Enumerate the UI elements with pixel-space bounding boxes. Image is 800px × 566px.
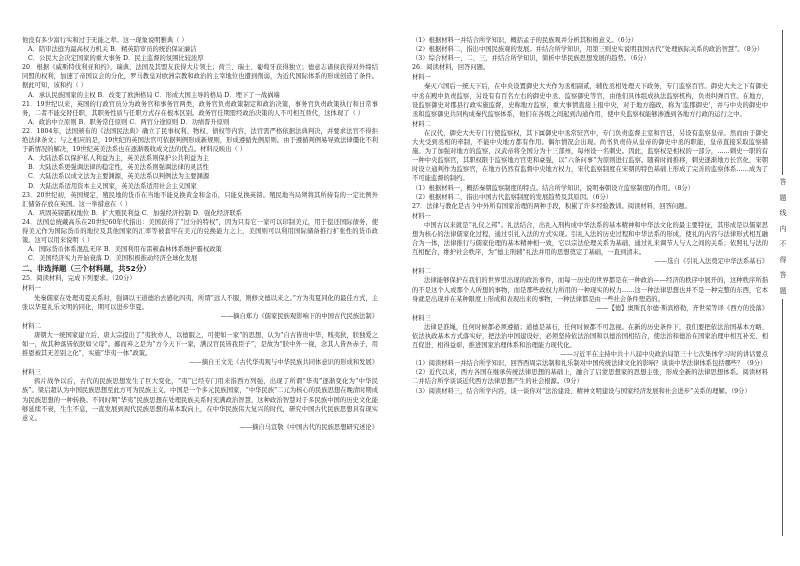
material-label: 材料一 xyxy=(412,74,431,82)
question-line: （3）综合材料一、二、三，并结合所学知识，简析中华民族思想发展的趋势。（6分） xyxy=(412,55,650,63)
material-source: ——选自《引礼入法奠定中华法系基石》 xyxy=(654,258,768,266)
question-line: 22．1804年，法国颁布的《法国民法典》确立了民事权利、物权、债权等内容，法官需严格依据法典判决，并要求法官不得拒绝法律条文；与之相应的是，19世纪的英国法官可依据判例形成新规则，形成遵循先例原则。由于遵循判例易导致法律僵化不利于新情况的解决，19世纪英美法系也在逐渐吸收成文法的优点。材料反映出（ ） xyxy=(22,127,378,154)
question-line: 20．根据《威斯特伐利亚和约》，瑞典、法国及其盟友获得大片领土；荷兰、瑞士、葡萄牙获得独立；德意志诸侯获得对外缔结同盟的权利，加速了帝国议会的分化，罗马教皇对欧洲宗教和政治的主宰地位也遭到削弱，为近代国际体系的形成创造了条件。据此可知，该和约（ ） xyxy=(22,64,378,90)
question-line: 26．阅读材料，回答问题。 xyxy=(412,64,490,72)
right-column xyxy=(412,36,768,396)
answer-option: C．大陆法系以成文法为主要渊源，英美法系以判例法为主要渊源 xyxy=(28,173,210,181)
material-label: 材料一 xyxy=(412,212,431,220)
material-paragraph: 中国古以来就是“礼仪之邦”。礼法结合，出礼入刑构成中华法系的基本精神和中华法文化的最主要特征，其形成是以儒家思想为核心的法律儒家化过程，通过引礼入法的方式实现。引礼入法的历史过程和中华法系的形成，使礼的内容与法律形式相互融合为一体，法律推行与儒家伦理的基本精神相一致，它以宗法伦理关系为基础，通过礼来调节人与人之间的关系；依照礼与法的互相配合，维护社会秩序，为“德主刑辅”礼法并用的思想奠定了基础，一直到清末。 xyxy=(412,221,768,257)
material-label: 材料一 xyxy=(22,285,41,293)
section-heading: 二、非选择题（三个材料题，共52分） xyxy=(22,264,151,274)
material-paragraph: 鸦片战争以后，古代的民族思想发生了巨大变化，“夷”已经专门用来指西方列强，出现了所谓“华夷”逐渐变化为“中华民族”。梁启超认为中国民族思想至此方可为民族主义，中国是一个多元民族国家，“中华民族”二元为核心的民族思想在晚清时期成为民族思想的一种转换。不同时期“华夷”民族思想在处理民族关系时充满政治智慧，这种政治智慧对于多民族中国的历史文化能够延续不衰，生生不息，一直发展到现代民族思想的基本取向上，在中华民族伟大复兴的时代，研究中国古代民族思想具有现实意义。 xyxy=(22,378,378,422)
question-line: （2）近代以来，西方各国在继承传统法律思想的基础上，融合了启蒙思想家的思想主张，形成全新的法律思想体系。阅读材料二并结合所学谈谈近代西方法律思想产生的社会根源。（9分） xyxy=(412,369,768,386)
answer-option: D．大陆法系适用资本主义国家，英美法系适用社会主义国家 xyxy=(28,182,197,190)
material-paragraph: 唐朝大一统国家建立后，唐太宗提出了“夷狄亦人，以德服之，可使如一家”的思想，认为“自古皆贵中华，贱夷狄，朕独爱之如一，故其种落皆依朕如父母”。鄙而弃之是为“方今天下一家，满汉官民皆我臣子”，是故为“朕中外一视，念其人皆吾赤子，用推恩被其无差别之化”，实施“华夷一体”政策。 xyxy=(22,331,378,358)
material-paragraph: 先秦儒家在处理夷夏关系时，强调以王道德治去感化四夷，所谓“远人不服，则修文德以来之。”方为夷夏同化的最佳方式，主张以华夏礼乐文明的同化，期可以进步华夏。 xyxy=(22,294,378,311)
material-paragraph: 在汉代，御史大夫专门行使监察权，其下属御史中丞常驻宫中，专门负责监督主室和宫廷，另设有监察皇帝。然而由于御史大夫受到丞相的牵制，不能中央地方都有作用。偶尔情况会出现。尚书负责侍从皇帝的御史中丞的职能，皇帝直接采取监察措施。为了加强对地方的监察，汉武帝将全国分为十三部州，每州设一名刺史。因此，监察权是相权的一部分，……刺史一职的有一种中央监察官，其职权限于监察地方官吏和豪强，以“六条问事”为原则进行监察。随着时间推移，刺史逐渐地方长官化，宋朝时设立通判作为监察官，在地方仍然有监督中央地方权力，宋代监察制度在宋朝的特色基础上形成了完善的监察体系……成为了不可能监督的制约。 xyxy=(412,129,768,183)
binding-char: 得 xyxy=(779,255,787,264)
material-source: ——摘自王文光《古代华夷观与中华民族共同体意识的形成和发展》 xyxy=(189,359,378,367)
question-line: 他没有多少富行实和过于无能之辈。这一现象说明雅典（ ） xyxy=(22,37,188,44)
answer-option: C．公民大会决定国家的重大事务 D．民主监督的氛围比较浓厚 xyxy=(28,55,204,63)
material-paragraph: 秦灭六国后一统天下后，在中央设置御史大夫作为丞相副贰，辅佐丞相处理天下政务，专门监察百官。御史大夫之下有御史中丞在殿中负责监察，另设有有百名左右的御史中丞、监察御史等官，由他们具体组成执法监察机构，负责纠弹百官。在地方，设监察御史对郡县行政实施监督，史称地方监察，重大事情直接上报中央，对于地方施政，称为‘监郡御史’，并与中央的御史中丞和监察御史共同构成秦代监察体系，他们在各级之间起到沟通作用，使中央监察权能够渗透到各地方行政的运行之中。 xyxy=(412,83,768,118)
question-line: （3）阅读材料三，结合所学内容，谈一谈你对“法治建设、精神文明建设与国家经济发展和社会进步”关系的理解。（9分） xyxy=(412,387,751,395)
material-source: ——习近平在主持中共十八届中央政治局第三十七次集体学习时的讲话要点 xyxy=(560,351,768,359)
question-line: 24．法国总统戴高乐在20世纪60年代指出：美国获得了“过分的特权”，因为只有它一家可以印制美元，用于偿还国际债务，使得美元作为国际货币的地位及其他国家的汇率等被套牢在美元的兑换能力之上，美国则可以利用国际储备推行扩张性的货币政策。这可以用来说明（ ） xyxy=(22,218,378,245)
material-label: 材料二 xyxy=(22,322,41,330)
answer-option: A．承认民族国家的主权 B．改变了欧洲格局 C．形成大国主导的格局 D．埋下了一战祸端 xyxy=(28,91,280,99)
binding-char: 内 xyxy=(779,224,787,233)
answer-option: B．大陆法系更强调法律的稳定性，英美法系则强调法律的灵活性 xyxy=(28,164,209,172)
binding-margin xyxy=(766,0,800,566)
question-line: （2）根据材料二，指出中国古代监察制度的发展趋势及其原因。（6分） xyxy=(412,193,613,201)
question-line: 23．20世纪初，英国规定，殖民地的货币在当地不能兑换黄金和金币，只能兑换英镑。殖民地当局须将其所持有的一定比例外汇储备存放在英国。这一举措意在（ ） xyxy=(22,191,378,208)
question-line: 27．法律与教化是古今中外所有国家治理的两种手段，积累了许多经验教训。阅读材料，回答问题。 xyxy=(412,202,691,210)
left-column xyxy=(22,36,378,432)
material-source: ——摘自郑力《儒家民族观影响下的中国古代民族法制》 xyxy=(220,312,378,320)
binding-char: 线 xyxy=(779,209,787,217)
binding-char: 题 xyxy=(779,286,787,295)
binding-char: 不 xyxy=(779,240,787,248)
material-source: ——【德】奥斯瓦尔德·斯宾格勒，齐世荣等译《西方的没落》 xyxy=(595,304,768,312)
question-line: 21．19世纪以来，英国的行政官员分为政务官和事务官两类，政务官负责政策制定和政治决策，事务官负责政策执行和日常事务，二者不能交替任职，其职务性质与任职方式存在根本区别。政务官任期需经政治决策的人不可相互替代，这体现了（ ） xyxy=(22,100,378,117)
answer-option: A．巩固英镑霸权地位 B．扩大殖民利益 C．加强经济控制 D．强化经济联系 xyxy=(28,209,242,217)
answer-option: A．大陆法系以保护私人利益为主，英美法系则保护公共利益为主 xyxy=(28,155,209,163)
answer-option: A．国际货币体系混乱无序 B．美国利用布雷顿森林体系维护霸权政策 xyxy=(28,246,222,254)
material-paragraph: 法律能够保护在我们的世界里出现的政治事件，而每一历史的世界都是在一种政治——经济的秩序中展开的，这种秩序所指的不是这个人或那个人所想的事物，而是那些政权力所用的一种现实的权力……这一种法律思想也并不是一种完整的东西，它本身就是出现并在某种限度上形成和表现出来的事物，一种法律都是由一些社会条件塑造的。 xyxy=(412,277,768,303)
question-line: 25．阅读材料，完成下列要求。（20分） xyxy=(22,275,136,283)
material-label: 材料三 xyxy=(412,314,431,322)
question-line: （1）根据材料一，概括秦朝监察制度的特点。结合所学知识，说明秦朝设立监察制度的作用。（8分） xyxy=(412,184,694,192)
answer-option: C．美国经济实力开始衰落 D．美国积极推动经济全球化发展 xyxy=(28,255,198,263)
material-label: 材料二 xyxy=(412,268,431,276)
material-source: ——摘自马宣敬《中国古代的民族思想研究述论》 xyxy=(239,423,378,431)
material-label: 材料二 xyxy=(412,120,431,128)
answer-option: A．政治中立原则 B．职务常任原则 C．两官分途原则 D．功绩晋升原则 xyxy=(28,118,230,126)
material-label: 材料三 xyxy=(22,369,41,377)
binding-warning-text xyxy=(777,175,789,299)
question-line: （2）根据材料二，指出中国民族观的发展。并结合所学知识，用第三则史实说明我国古代“处理族际关系的政治智慧”。（8分） xyxy=(412,46,764,54)
material-paragraph: 法律是准绳，任何时候都必须遵循；道德是基石，任何时候都不可忽视。在新的历史条件下，我们要把依法治国基本方略、依法执政基本方式落实好，把法治中国建设好，必须坚持依法治国和以德治国相结合，使法治和德治在国家治理中相互补充、相互促进、相得益彰，推进国家治理体系和治理能力现代化。 xyxy=(412,323,768,350)
answer-option: A．陪审法庭为最高权力机关 B．精英陪审员的统治保证廉洁 xyxy=(28,46,197,54)
binding-char: 题 xyxy=(779,193,787,202)
question-line: （1）阅读材料一并结合所学知识，回答西周宗法制和礼乐制对中国传统法律文化的影响？谈谈中华法律体系包括哪些？（9分） xyxy=(412,360,767,368)
question-line: （1）根据材料一并结合所学知识，概括孟子的民族观并分析其积极意义。（6分） xyxy=(412,37,638,44)
binding-char: 答 xyxy=(779,271,787,279)
binding-char: 答 xyxy=(779,178,787,186)
